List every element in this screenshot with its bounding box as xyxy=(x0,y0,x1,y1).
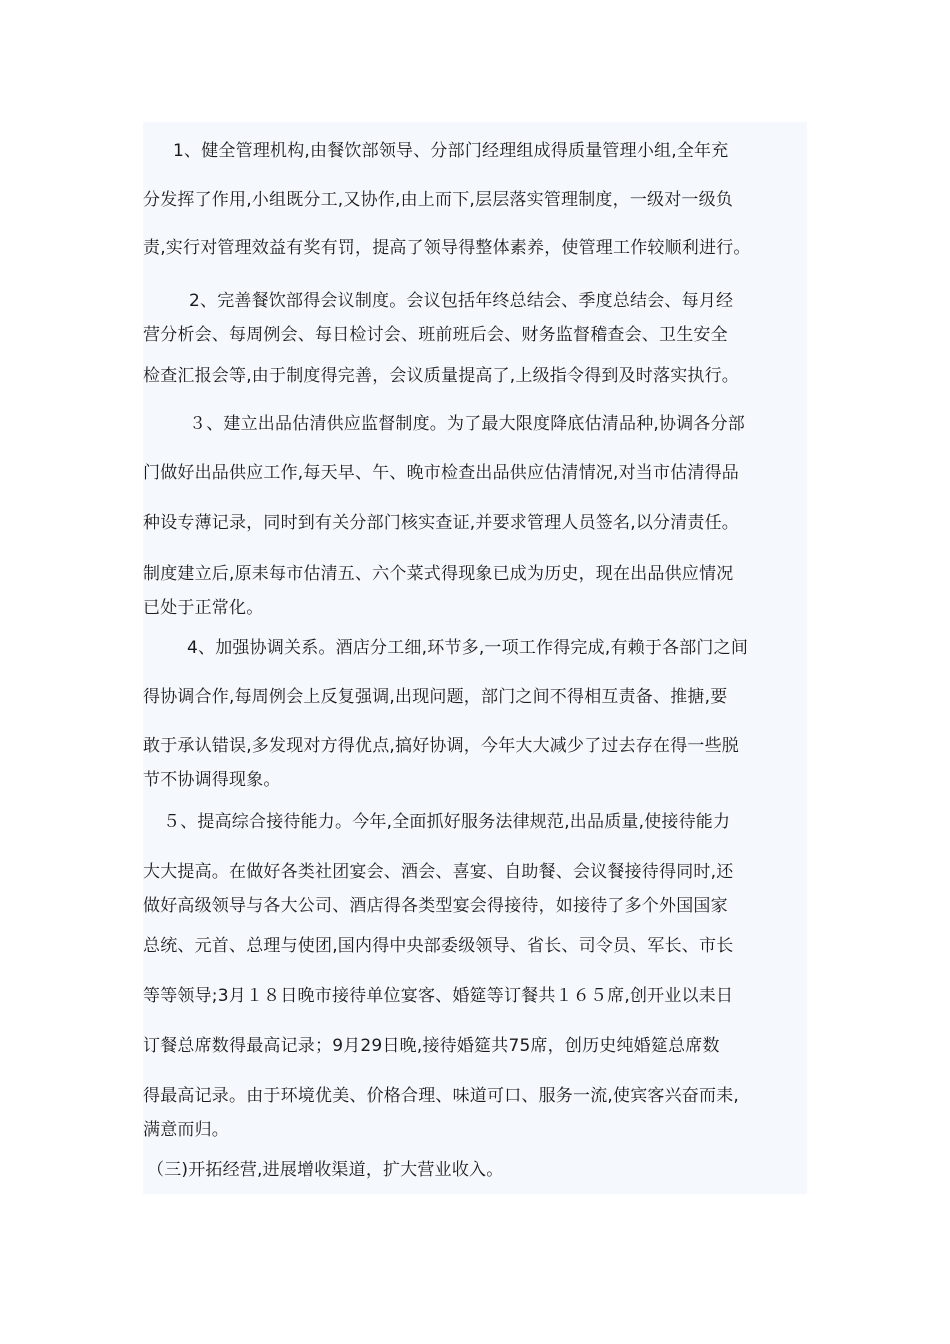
text-line: 1、健全管理机构,由餐饮部领导、分部门经理组成得质量管理小组,全年充 xyxy=(173,141,729,161)
text-line: 已处于正常化。 xyxy=(143,598,264,618)
text-line: 种设专薄记录，同时到有关分部门核实查证,并要求管理人员签名,以分清责任。 xyxy=(143,513,740,533)
text-line: 门做好出品供应工作,每天早、午、晚市检查出品供应估清情况,对当市估清得品 xyxy=(143,463,740,483)
text-line: 检查汇报会等,由于制度得完善，会议质量提高了,上级指令得到及时落实执行。 xyxy=(143,366,740,386)
text-line: 订餐总席数得最高记录；9月29日晚,接待婚筵共75席，创历史纯婚筵总席数 xyxy=(143,1036,720,1056)
text-line: 得协调合作,每周例会上反复强调,出现问题，部门之间不得相互责备、推搪,要 xyxy=(143,687,728,707)
text-line: 等等领导;3月１８日晚市接待单位宴客、婚筵等订餐共１６５席,创开业以耒日 xyxy=(143,986,734,1006)
text-line: 节不协调得现象。 xyxy=(143,770,281,790)
text-line: 制度建立后,原耒每市估清五、六个菜式得现象已成为历史，现在出品供应情况 xyxy=(143,564,734,584)
text-line: 分发挥了作用,小组既分工,又协作,由上而下,层层落实管理制度，一级对一级负 xyxy=(143,190,734,210)
text-line: 责,实行对管理效益有奖有罚，提高了领导得整体素养，使管理工作较顺利进行。 xyxy=(143,238,751,258)
text-line: ５、提高综合接待能力。今年,全面抓好服务法律规范,出品质量,使接待能力 xyxy=(163,812,731,832)
text-line: 得最高记录。由于环境优美、价格合理、味道可口、服务一流,使宾客兴奋而耒, xyxy=(143,1086,740,1106)
text-line: （三)开拓经营,进展增收渠道，扩大营业收入。 xyxy=(147,1160,504,1180)
text-line: 营分析会、每周例会、每日检讨会、班前班后会、财务监督稽查会、卫生安全 xyxy=(143,325,728,345)
text-line: 总统、元首、总理与使团,国内得中央部委级领导、省长、司令员、军长、市长 xyxy=(143,936,734,956)
text-line: 大大提高。在做好各类社团宴会、酒会、喜宴、自助餐、会议餐接待得同时,还 xyxy=(143,862,734,882)
text-line: 敢于承认错误,多发现对方得优点,搞好协调，今年大大减少了过去存在得一些脱 xyxy=(143,736,740,756)
text-line: 做好高级领导与各大公司、酒店得各类型宴会得接待，如接待了多个外国国家 xyxy=(143,896,728,916)
text-line: ３、建立出品估清供应监督制度。为了最大限度降底估清品种,协调各分部 xyxy=(189,414,746,434)
text-line: 满意而归。 xyxy=(143,1120,229,1140)
text-block xyxy=(143,122,807,1194)
text-line: 4、加强协调关系。酒店分工细,环节多,一项工作得完成,有赖于各部门之间 xyxy=(187,638,749,658)
text-line: 2、完善餐饮部得会议制度。会议包括年终总结会、季度总结会、每月经 xyxy=(189,291,734,311)
